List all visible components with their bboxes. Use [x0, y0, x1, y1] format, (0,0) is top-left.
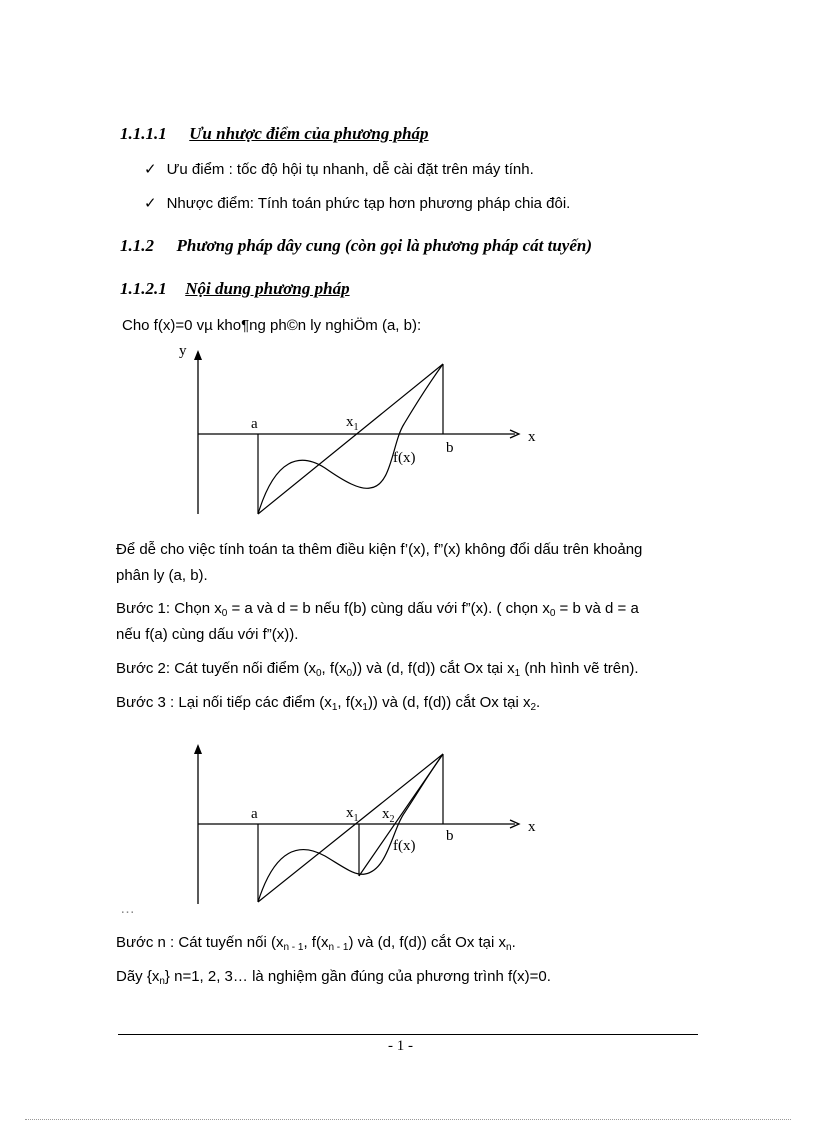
condition-line-1: Để dễ cho việc tính toán ta thêm điều kiện f’(x), f”(x) không đổi dấu trên khoảng: [116, 541, 643, 558]
advantage-text: tốc độ hội tụ nhanh, dễ cài đặt trên máy tính.: [232, 161, 534, 178]
heading-number: 1.1.2.1: [120, 279, 167, 298]
label-x: x: [528, 819, 536, 835]
label-x2: $x_2$: [382, 806, 395, 825]
advantage-label: Ưu điểm :: [166, 161, 233, 178]
label-fx: f(x): [393, 450, 416, 466]
label-x1: $x_1$: [346, 805, 359, 824]
step-3: Bước 3 : Lại nối tiếp các điểm ($x_1$, $f(x_1)$) và (d, f(d)) cắt Ox tại $x_2$.: [116, 694, 541, 713]
heading-number: 1.1.2: [120, 236, 154, 255]
label-y: y: [179, 343, 187, 359]
heading-title: Ưu nhược điểm của phương pháp: [189, 124, 429, 143]
secant-line-1: [258, 754, 443, 902]
check-icon: ✓: [144, 194, 157, 212]
secant-figure-2: [160, 738, 560, 908]
ellipsis: …: [120, 900, 135, 917]
label-a: a: [251, 416, 258, 432]
secant-line: [258, 364, 443, 514]
heading-112: [120, 236, 592, 256]
heading-title: Phương pháp dây cung (còn gọi là phương pháp cát tuyến): [176, 236, 592, 255]
label-x1: $x_1$: [346, 414, 359, 433]
heading-title: Nội dung phương pháp: [185, 279, 350, 298]
step-1-line-1: Bước 1: Chọn $x_0 = a$ và d = b nếu f(b) cùng dấu với f”(x). ( chọn $x_0 = b$ và d = a: [116, 600, 639, 619]
advantage-item: [144, 156, 534, 183]
secant-figure-1: [160, 338, 560, 523]
page-edge-dotted: [25, 1119, 791, 1120]
label-a: a: [251, 806, 258, 822]
intro-text: Cho f(x)=0 vµ kho¶ng ph©n ly nghiÖm (a, b):: [122, 317, 422, 334]
label-fx: f(x): [393, 838, 416, 854]
heading-1121: [120, 279, 350, 299]
label-x: x: [528, 429, 536, 445]
step-1-line-2: nếu f(a) cùng dấu với f”(x)).: [116, 626, 299, 643]
disadvantage-text: Tính toán phức tạp hơn phương pháp chia đôi.: [253, 195, 571, 212]
y-axis-arrow-icon: [194, 350, 202, 360]
label-b: b: [446, 440, 454, 456]
page-number: - 1 -: [388, 1038, 413, 1054]
heading-number: 1.1.1.1: [120, 124, 167, 143]
y-axis-arrow-icon: [194, 744, 202, 754]
step-n: Bước n : Cát tuyến nối ($x_{n - 1}$, $f(x_{n - 1})$ và (d, f(d)) cắt Ox tại $x_n$.: [116, 934, 516, 953]
sequence-text: Dãy $\{x_n\}$ n=1, 2, 3… là nghiệm gần đúng của phương trình f(x)=0.: [116, 968, 551, 987]
heading-1111: [120, 124, 429, 144]
step-2: Bước 2: Cát tuyến nối điểm ($x_0$, $f(x_0)$) và (d, f(d)) cắt Ox tại $x_1$ (nh hình vẽ trên).: [116, 660, 639, 679]
disadvantage-item: [144, 190, 570, 217]
footer-rule: [118, 1034, 698, 1035]
condition-line-2: phân ly (a, b).: [116, 567, 208, 584]
check-icon: ✓: [144, 160, 157, 178]
disadvantage-label: Nhược điểm:: [166, 195, 254, 212]
label-b: b: [446, 828, 454, 844]
